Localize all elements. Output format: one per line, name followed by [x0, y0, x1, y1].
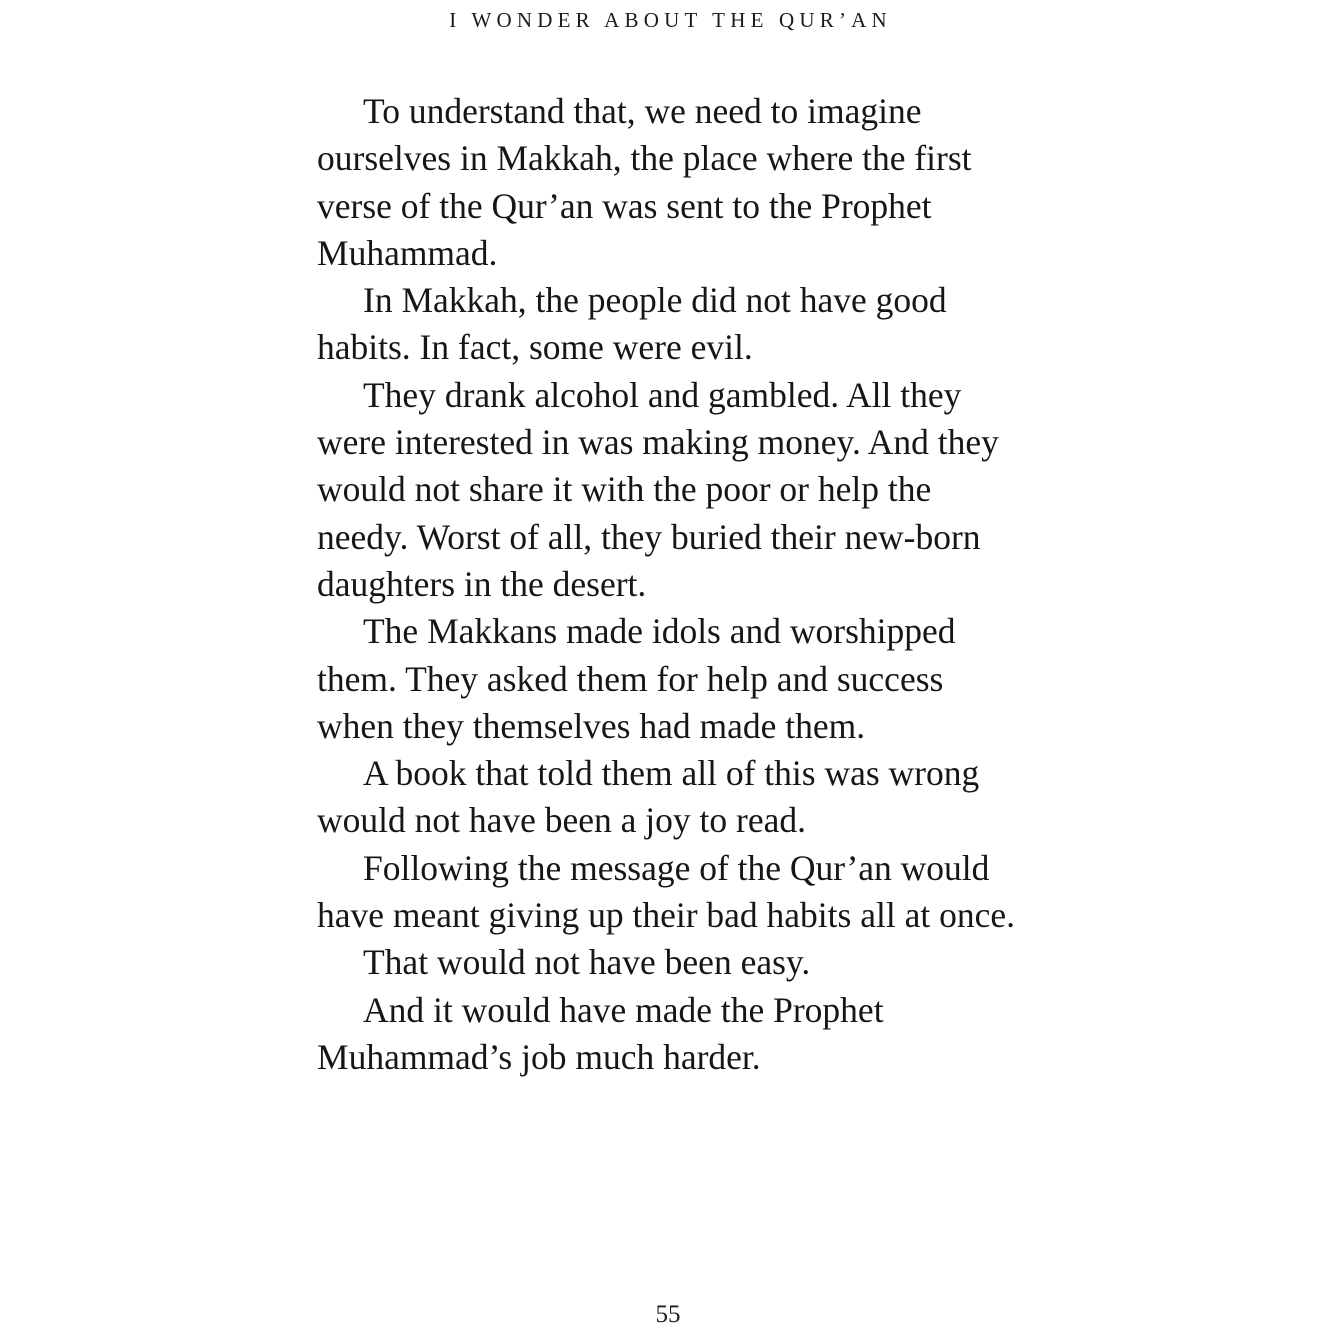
paragraph: To understand that, we need to imagine ourselves in Makkah, the place where the first verse of the Qur’an was sent to the Prophet Muhammad. [317, 91, 972, 273]
paragraph: And it would have made the Prophet Muhammad’s job much harder. [317, 989, 884, 1077]
paragraph: That would not have been easy. [363, 942, 811, 983]
paragraph: The Makkans made idols and worshipped them. They asked them for help and success when they themselves had made them. [317, 611, 956, 746]
page-number: 55 [655, 1301, 681, 1328]
paragraph: Following the message of the Qur’an would have meant giving up their bad habits all at once. [317, 847, 1015, 936]
paragraph: In Makkah, the people did not have good habits. In fact, some were evil. [317, 280, 947, 368]
running-head: I WONDER ABOUT THE QUR’AN [449, 8, 892, 32]
body-text-block [317, 88, 1021, 1081]
paragraph: A book that told them all of this was wrong would not have been a joy to read. [317, 753, 980, 841]
paragraph: They drank alcohol and gambled. All they were interested in was making money. And they would not share it with the poor or help the needy. Worst of all, they buried their new-born daughters in the desert. [317, 374, 999, 604]
